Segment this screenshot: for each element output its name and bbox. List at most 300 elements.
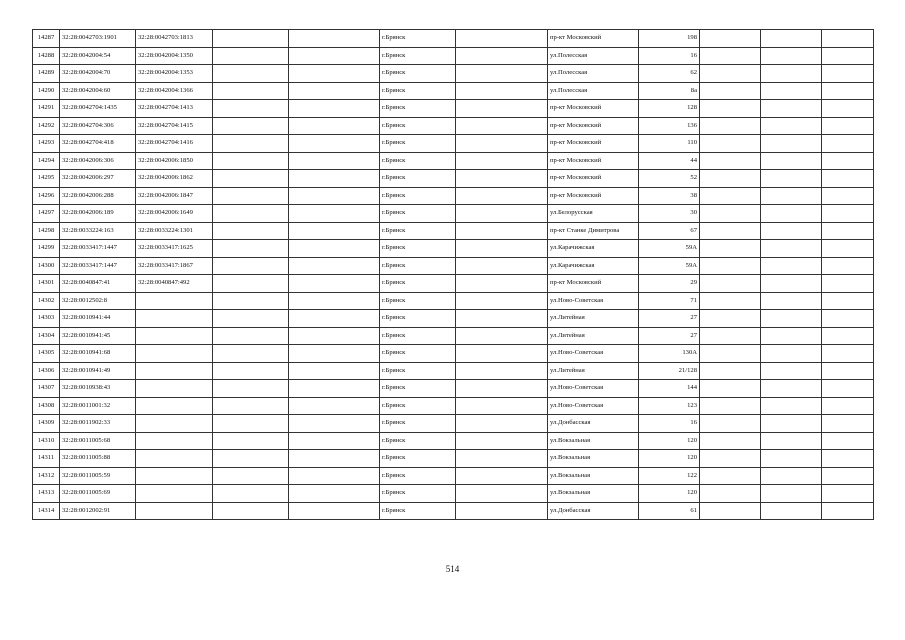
cell-cadastral-number-2 xyxy=(136,485,213,503)
cell-empty xyxy=(213,502,289,520)
cell-city: г.Брянск xyxy=(380,275,456,293)
cell-house-number: 144 xyxy=(639,380,700,398)
cell-cadastral-number-2 xyxy=(136,345,213,363)
cell-empty xyxy=(761,450,822,468)
cell-street: ул.Донбасская xyxy=(548,502,639,520)
cell-city: г.Брянск xyxy=(380,485,456,503)
cell-empty xyxy=(700,467,761,485)
cell-cadastral-number-2 xyxy=(136,380,213,398)
cell-record-number: 14297 xyxy=(33,205,60,223)
cell-empty xyxy=(289,362,380,380)
cell-empty xyxy=(456,100,548,118)
table-row xyxy=(33,345,874,363)
cell-city: г.Брянск xyxy=(380,65,456,83)
cell-empty xyxy=(761,222,822,240)
cell-city: г.Брянск xyxy=(380,30,456,48)
cell-empty xyxy=(289,485,380,503)
cell-house-number: 136 xyxy=(639,117,700,135)
cell-empty xyxy=(761,292,822,310)
cell-street: ул.Ново-Советская xyxy=(548,397,639,415)
cell-empty xyxy=(700,362,761,380)
cell-empty xyxy=(822,257,874,275)
cell-house-number: 120 xyxy=(639,450,700,468)
cell-empty xyxy=(700,345,761,363)
table-row xyxy=(33,170,874,188)
table-row xyxy=(33,152,874,170)
cell-empty xyxy=(456,415,548,433)
cell-record-number: 14293 xyxy=(33,135,60,153)
cell-cadastral-number: 32:28:0012002:91 xyxy=(60,502,136,520)
cell-empty xyxy=(456,135,548,153)
cell-cadastral-number: 32:28:0042704:306 xyxy=(60,117,136,135)
cell-record-number: 14290 xyxy=(33,82,60,100)
cell-empty xyxy=(213,327,289,345)
cell-house-number: 120 xyxy=(639,432,700,450)
cell-empty xyxy=(700,135,761,153)
cell-record-number: 14309 xyxy=(33,415,60,433)
cell-city: г.Брянск xyxy=(380,415,456,433)
cell-street: пр-кт Московский xyxy=(548,100,639,118)
cell-empty xyxy=(213,432,289,450)
cell-empty xyxy=(289,222,380,240)
cell-empty xyxy=(213,135,289,153)
cell-record-number: 14295 xyxy=(33,170,60,188)
cell-city: г.Брянск xyxy=(380,292,456,310)
cell-city: г.Брянск xyxy=(380,257,456,275)
cell-empty xyxy=(456,240,548,258)
cell-empty xyxy=(822,135,874,153)
cell-cadastral-number-2: 32:28:0042006:1649 xyxy=(136,205,213,223)
cell-empty xyxy=(700,170,761,188)
table-row xyxy=(33,450,874,468)
cell-empty xyxy=(822,485,874,503)
cell-empty xyxy=(761,187,822,205)
cell-empty xyxy=(822,397,874,415)
cell-empty xyxy=(822,30,874,48)
cell-city: г.Брянск xyxy=(380,432,456,450)
cell-empty xyxy=(822,345,874,363)
cell-empty xyxy=(700,65,761,83)
cell-cadastral-number-2 xyxy=(136,502,213,520)
cell-empty xyxy=(213,450,289,468)
cell-empty xyxy=(822,450,874,468)
table-row xyxy=(33,47,874,65)
cell-house-number: 128 xyxy=(639,100,700,118)
cell-cadastral-number: 32:28:0042704:418 xyxy=(60,135,136,153)
cell-empty xyxy=(761,135,822,153)
cell-house-number: 8а xyxy=(639,82,700,100)
cell-street: ул.Вокзальная xyxy=(548,485,639,503)
cell-house-number: 61 xyxy=(639,502,700,520)
cell-cadastral-number: 32:28:0042004:70 xyxy=(60,65,136,83)
cell-empty xyxy=(761,485,822,503)
cell-cadastral-number-2: 32:28:0042704:1416 xyxy=(136,135,213,153)
cell-empty xyxy=(761,432,822,450)
cell-empty xyxy=(289,117,380,135)
cell-empty xyxy=(822,117,874,135)
cell-house-number: 130А xyxy=(639,345,700,363)
cell-empty xyxy=(761,100,822,118)
cell-street: ул.Вокзальная xyxy=(548,432,639,450)
cell-empty xyxy=(822,362,874,380)
cell-empty xyxy=(456,65,548,83)
cell-cadastral-number-2 xyxy=(136,415,213,433)
cell-empty xyxy=(822,327,874,345)
cell-cadastral-number: 32:28:0042004:60 xyxy=(60,82,136,100)
cell-empty xyxy=(822,502,874,520)
cell-record-number: 14307 xyxy=(33,380,60,398)
cell-empty xyxy=(213,100,289,118)
cell-empty xyxy=(822,222,874,240)
cell-cadastral-number: 32:28:0033417:1447 xyxy=(60,257,136,275)
cell-empty xyxy=(761,257,822,275)
cell-empty xyxy=(761,275,822,293)
table-row xyxy=(33,257,874,275)
cell-city: г.Брянск xyxy=(380,187,456,205)
cell-record-number: 14308 xyxy=(33,397,60,415)
cell-record-number: 14299 xyxy=(33,240,60,258)
cell-empty xyxy=(700,415,761,433)
cell-empty xyxy=(822,292,874,310)
cell-cadastral-number: 32:28:0010941:44 xyxy=(60,310,136,328)
cell-record-number: 14301 xyxy=(33,275,60,293)
cell-empty xyxy=(822,432,874,450)
cell-street: пр-кт Московский xyxy=(548,152,639,170)
cell-street: пр-кт Московский xyxy=(548,30,639,48)
cell-empty xyxy=(289,310,380,328)
cell-house-number: 29 xyxy=(639,275,700,293)
cell-cadastral-number: 32:28:0033417:1447 xyxy=(60,240,136,258)
cell-city: г.Брянск xyxy=(380,310,456,328)
cell-house-number: 59А xyxy=(639,240,700,258)
cell-house-number: 16 xyxy=(639,47,700,65)
cell-street: ул.Полесская xyxy=(548,47,639,65)
cell-empty xyxy=(213,187,289,205)
cell-cadastral-number-2: 32:28:0042006:1862 xyxy=(136,170,213,188)
cell-empty xyxy=(289,240,380,258)
cell-empty xyxy=(456,397,548,415)
cell-cadastral-number-2 xyxy=(136,362,213,380)
cell-empty xyxy=(700,327,761,345)
cell-empty xyxy=(700,152,761,170)
cell-empty xyxy=(289,152,380,170)
cell-empty xyxy=(289,380,380,398)
cell-street: ул.Литейная xyxy=(548,327,639,345)
register-table xyxy=(32,29,874,520)
cell-empty xyxy=(289,82,380,100)
cell-house-number: 21/128 xyxy=(639,362,700,380)
cell-cadastral-number: 32:28:0011005:59 xyxy=(60,467,136,485)
cell-cadastral-number-2 xyxy=(136,310,213,328)
cell-cadastral-number: 32:28:0011005:68 xyxy=(60,432,136,450)
cell-street: ул.Донбасская xyxy=(548,415,639,433)
cell-house-number: 120 xyxy=(639,485,700,503)
cell-empty xyxy=(700,82,761,100)
cell-empty xyxy=(289,345,380,363)
cell-empty xyxy=(761,415,822,433)
cell-empty xyxy=(289,205,380,223)
cell-empty xyxy=(456,467,548,485)
cell-record-number: 14310 xyxy=(33,432,60,450)
cell-record-number: 14288 xyxy=(33,47,60,65)
cell-city: г.Брянск xyxy=(380,222,456,240)
cell-empty xyxy=(761,327,822,345)
table-row xyxy=(33,240,874,258)
table-row xyxy=(33,310,874,328)
cell-cadastral-number-2: 32:28:0042004:1350 xyxy=(136,47,213,65)
cell-cadastral-number-2 xyxy=(136,467,213,485)
cell-empty xyxy=(213,292,289,310)
cell-empty xyxy=(456,82,548,100)
table-row xyxy=(33,30,874,48)
cell-empty xyxy=(700,310,761,328)
cell-record-number: 14289 xyxy=(33,65,60,83)
cell-record-number: 14300 xyxy=(33,257,60,275)
cell-cadastral-number-2 xyxy=(136,397,213,415)
cell-empty xyxy=(700,502,761,520)
cell-city: г.Брянск xyxy=(380,397,456,415)
cell-empty xyxy=(456,292,548,310)
cell-empty xyxy=(761,310,822,328)
cell-empty xyxy=(289,65,380,83)
table-row xyxy=(33,205,874,223)
table-row xyxy=(33,275,874,293)
cell-city: г.Брянск xyxy=(380,135,456,153)
cell-empty xyxy=(761,467,822,485)
cell-empty xyxy=(456,187,548,205)
cell-house-number: 27 xyxy=(639,327,700,345)
cell-empty xyxy=(822,152,874,170)
cell-cadastral-number: 32:28:0042006:306 xyxy=(60,152,136,170)
table-row xyxy=(33,222,874,240)
table-row xyxy=(33,135,874,153)
cell-city: г.Брянск xyxy=(380,467,456,485)
cell-street: ул.Ново-Советская xyxy=(548,292,639,310)
page-number: 514 xyxy=(445,564,460,574)
cell-cadastral-number: 32:28:0042006:297 xyxy=(60,170,136,188)
cell-empty xyxy=(213,65,289,83)
cell-empty xyxy=(213,152,289,170)
cell-house-number: 16 xyxy=(639,415,700,433)
cell-record-number: 14303 xyxy=(33,310,60,328)
cell-record-number: 14313 xyxy=(33,485,60,503)
cell-empty xyxy=(213,467,289,485)
cell-empty xyxy=(456,275,548,293)
cell-cadastral-number: 32:28:0040847:41 xyxy=(60,275,136,293)
cell-empty xyxy=(289,135,380,153)
cell-cadastral-number-2: 32:28:0033417:1867 xyxy=(136,257,213,275)
cell-empty xyxy=(289,327,380,345)
cell-record-number: 14296 xyxy=(33,187,60,205)
cell-house-number: 110 xyxy=(639,135,700,153)
cell-record-number: 14304 xyxy=(33,327,60,345)
cell-empty xyxy=(289,450,380,468)
cell-cadastral-number: 32:28:0011005:88 xyxy=(60,450,136,468)
table-row xyxy=(33,187,874,205)
cell-house-number: 123 xyxy=(639,397,700,415)
cell-empty xyxy=(761,502,822,520)
cell-empty xyxy=(761,152,822,170)
cell-empty xyxy=(822,310,874,328)
cell-city: г.Брянск xyxy=(380,82,456,100)
cell-empty xyxy=(456,362,548,380)
cell-empty xyxy=(822,467,874,485)
cell-street: пр-кт Московский xyxy=(548,187,639,205)
cell-empty xyxy=(289,257,380,275)
cell-empty xyxy=(700,117,761,135)
cell-street: пр-кт Московский xyxy=(548,275,639,293)
cell-cadastral-number: 32:28:0011001:32 xyxy=(60,397,136,415)
cell-empty xyxy=(213,170,289,188)
cell-cadastral-number: 32:28:0042704:1435 xyxy=(60,100,136,118)
cell-empty xyxy=(700,380,761,398)
cell-record-number: 14305 xyxy=(33,345,60,363)
cell-empty xyxy=(289,432,380,450)
cell-empty xyxy=(700,450,761,468)
table-row xyxy=(33,415,874,433)
cell-empty xyxy=(456,310,548,328)
cell-street: ул.Полесская xyxy=(548,65,639,83)
cell-empty xyxy=(700,187,761,205)
cell-street: пр-кт Московский xyxy=(548,170,639,188)
cell-empty xyxy=(822,275,874,293)
cell-city: г.Брянск xyxy=(380,362,456,380)
cell-cadastral-number: 32:28:0011005:69 xyxy=(60,485,136,503)
cell-empty xyxy=(700,100,761,118)
cell-record-number: 14314 xyxy=(33,502,60,520)
cell-house-number: 30 xyxy=(639,205,700,223)
table-body xyxy=(33,30,874,520)
cell-empty xyxy=(822,170,874,188)
cell-record-number: 14306 xyxy=(33,362,60,380)
cell-street: ул.Литейная xyxy=(548,310,639,328)
cell-record-number: 14311 xyxy=(33,450,60,468)
cell-street: ул.Литейная xyxy=(548,362,639,380)
cell-city: г.Брянск xyxy=(380,450,456,468)
cell-cadastral-number: 32:28:0010941:49 xyxy=(60,362,136,380)
cell-empty xyxy=(456,432,548,450)
cell-empty xyxy=(761,345,822,363)
cell-cadastral-number: 32:28:0010941:68 xyxy=(60,345,136,363)
cell-house-number: 67 xyxy=(639,222,700,240)
cell-empty xyxy=(822,240,874,258)
cell-empty xyxy=(761,380,822,398)
cell-street: ул.Ново-Советская xyxy=(548,380,639,398)
cell-empty xyxy=(456,327,548,345)
table-row xyxy=(33,467,874,485)
cell-city: г.Брянск xyxy=(380,327,456,345)
cell-city: г.Брянск xyxy=(380,345,456,363)
table-row xyxy=(33,65,874,83)
cell-empty xyxy=(456,117,548,135)
cell-street: ул.Полесская xyxy=(548,82,639,100)
cell-record-number: 14312 xyxy=(33,467,60,485)
cell-house-number: 59А xyxy=(639,257,700,275)
cell-empty xyxy=(822,100,874,118)
cell-house-number: 27 xyxy=(639,310,700,328)
cell-street: пр-кт Московский xyxy=(548,135,639,153)
cell-empty xyxy=(761,82,822,100)
cell-empty xyxy=(761,170,822,188)
cell-empty xyxy=(213,82,289,100)
cell-empty xyxy=(822,65,874,83)
cell-city: г.Брянск xyxy=(380,205,456,223)
cell-empty xyxy=(213,240,289,258)
cell-empty xyxy=(700,47,761,65)
cell-empty xyxy=(213,47,289,65)
cell-empty xyxy=(456,345,548,363)
cell-empty xyxy=(822,82,874,100)
cell-empty xyxy=(822,187,874,205)
cell-cadastral-number-2: 32:28:0042704:1413 xyxy=(136,100,213,118)
cell-empty xyxy=(700,205,761,223)
cell-empty xyxy=(456,485,548,503)
cell-cadastral-number-2: 32:28:0042004:1353 xyxy=(136,65,213,83)
cell-empty xyxy=(822,47,874,65)
cell-house-number: 198 xyxy=(639,30,700,48)
cell-house-number: 52 xyxy=(639,170,700,188)
cell-street: ул.Карачижская xyxy=(548,240,639,258)
cell-empty xyxy=(213,485,289,503)
cell-empty xyxy=(289,30,380,48)
cell-cadastral-number: 32:28:0042004:54 xyxy=(60,47,136,65)
cell-cadastral-number-2: 32:28:0033224:1301 xyxy=(136,222,213,240)
cell-house-number: 62 xyxy=(639,65,700,83)
table-row xyxy=(33,380,874,398)
cell-empty xyxy=(213,257,289,275)
cell-empty xyxy=(822,415,874,433)
cell-street: ул.Вокзальная xyxy=(548,467,639,485)
cell-house-number: 122 xyxy=(639,467,700,485)
cell-empty xyxy=(213,362,289,380)
cell-empty xyxy=(213,30,289,48)
cell-street: ул.Карачижская xyxy=(548,257,639,275)
cell-empty xyxy=(700,275,761,293)
cell-empty xyxy=(456,502,548,520)
cell-cadastral-number-2: 32:28:0042006:1847 xyxy=(136,187,213,205)
cell-cadastral-number-2: 32:28:0042703:1813 xyxy=(136,30,213,48)
cell-cadastral-number-2 xyxy=(136,450,213,468)
cell-empty xyxy=(456,47,548,65)
table-row xyxy=(33,100,874,118)
cell-street: пр-кт Московский xyxy=(548,117,639,135)
cell-empty xyxy=(289,187,380,205)
table-row xyxy=(33,292,874,310)
cell-empty xyxy=(289,292,380,310)
cell-cadastral-number: 32:28:0042006:189 xyxy=(60,205,136,223)
cell-empty xyxy=(700,397,761,415)
cell-street: ул.Вокзальная xyxy=(548,450,639,468)
cell-record-number: 14292 xyxy=(33,117,60,135)
cell-city: г.Брянск xyxy=(380,117,456,135)
cell-empty xyxy=(289,170,380,188)
cell-empty xyxy=(700,30,761,48)
cell-empty xyxy=(700,222,761,240)
cell-empty xyxy=(456,205,548,223)
cell-empty xyxy=(761,397,822,415)
cell-empty xyxy=(456,222,548,240)
cell-empty xyxy=(289,415,380,433)
cell-empty xyxy=(289,502,380,520)
cell-empty xyxy=(761,362,822,380)
cell-cadastral-number-2 xyxy=(136,327,213,345)
cell-empty xyxy=(213,117,289,135)
cell-empty xyxy=(700,432,761,450)
cell-empty xyxy=(456,450,548,468)
cell-record-number: 14287 xyxy=(33,30,60,48)
table-row xyxy=(33,485,874,503)
cell-cadastral-number: 32:28:0010941:45 xyxy=(60,327,136,345)
